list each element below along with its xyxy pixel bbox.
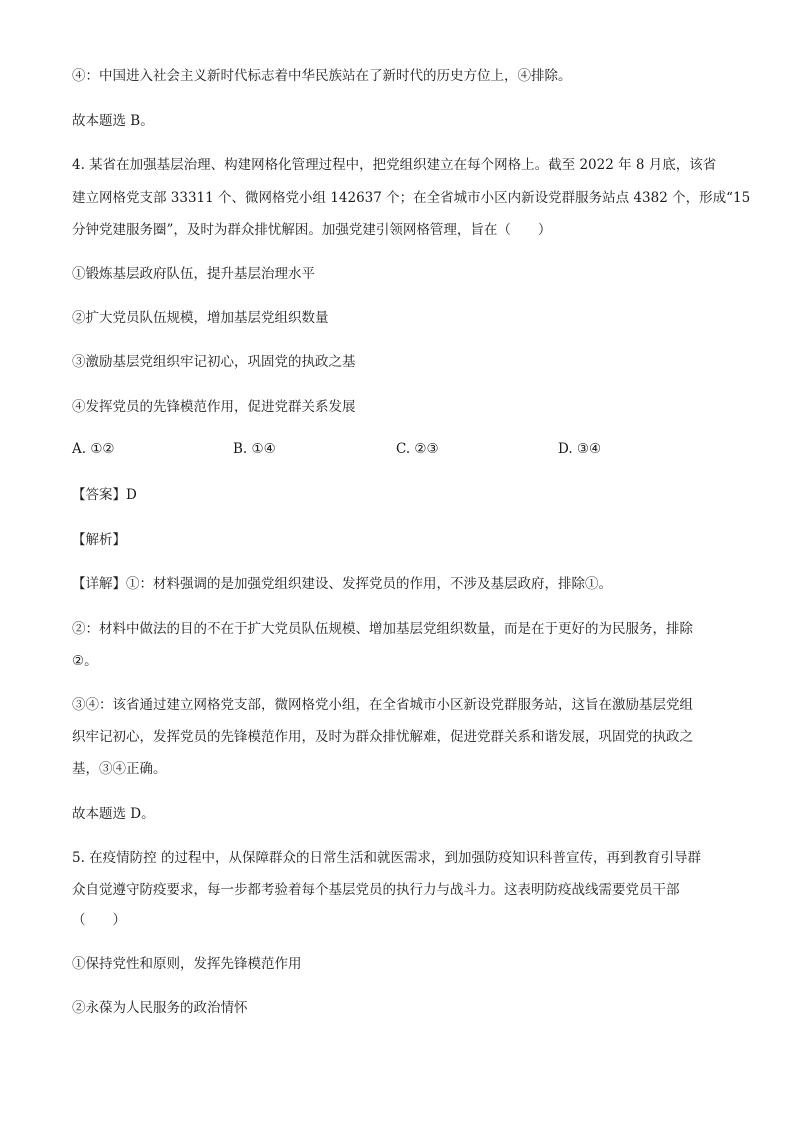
- q4-detail-1: [72, 574, 722, 594]
- q4-detail-2-line1: ②：材料中做法的目的不在于扩大党员队伍规模、增加基层党组织数量，而是在于更好的为民服务，排除: [72, 621, 693, 637]
- q4-stem-line1: 4. 某省在加强基层治理、构建网格化管理过程中，把党组织建立在每个网格上。截至 2022 年 8 月底，该省: [72, 157, 717, 173]
- q4-detail-34-line2: 织牢记初心，发挥党员的先锋模范作用，及时为群众排忧解难，促进党群关系和谐发展，巩固党的执政之: [72, 729, 693, 745]
- q4-stem-line2: 建立网格党支部 33311 个、微网格党小组 142637 个；在全省城市小区内新设党群服务站点 4382 个，形成“15: [72, 190, 751, 206]
- q3-point4: ④：中国进入社会主义新时代标志着中华民族站在了新时代的历史方位上，④排除。: [72, 68, 572, 84]
- q4-detail-34-line3: 基，③④正确。: [72, 761, 167, 777]
- q4-statement-1: ①锻炼基层政府队伍，提升基层治理水平: [72, 266, 315, 282]
- q4-option-a: A. ①②: [72, 441, 115, 457]
- q4-analysis-tag: 【解析】: [72, 532, 126, 548]
- detail-1-text: ①：材料强调的是加强党组织建设、发挥党员的作用，不涉及基层政府，排除①。: [126, 576, 612, 592]
- q4-conclusion: 故本题选 D。: [72, 806, 155, 822]
- q4-answer: [72, 485, 722, 505]
- q5-stem-line1: 5. 在疫情防控 的过程中，从保障群众的日常生活和就医需求，到加强防疫知识科普宣传，再到教育引导群: [72, 850, 701, 866]
- q4-option-b: B. ①④: [233, 441, 276, 457]
- q5-stem-line2: 众自觉遵守防疫要求，每一步都考验着每个基层党员的执行力与战斗力。这表明防疫战线需要党员干部: [72, 882, 680, 898]
- q4-option-c: C. ②③: [396, 441, 439, 457]
- q4-detail-34-line1: ③④：该省通过建立网格党支部，微网格党小组，在全省城市小区新设党群服务站，这旨在激励基层党组: [72, 697, 693, 713]
- q4-statement-3: ③激励基层党组织牢记初心，巩固党的执政之基: [72, 354, 356, 370]
- q5-statement-2: ②永葆为人民服务的政治情怀: [72, 1000, 248, 1016]
- q3-conclusion: 故本题选 B。: [72, 113, 154, 129]
- q4-statement-2: ②扩大党员队伍规模，增加基层党组织数量: [72, 310, 329, 326]
- q5-stem-line3: （ ）: [72, 912, 126, 928]
- answer-value: D: [126, 487, 137, 503]
- q4-detail-2-line2: ②。: [72, 653, 98, 669]
- q4-statement-4: ④发挥党员的先锋模范作用，促进党群关系发展: [72, 399, 356, 415]
- q4-stem-line3: 分钟党建服务圈”，及时为群众排忧解困。加强党建引领网格管理，旨在（ ）: [72, 222, 552, 238]
- detail-tag: 【详解】: [72, 576, 126, 592]
- q4-option-d: D. ③④: [558, 441, 602, 457]
- q5-statement-1: ①保持党性和原则，发挥先锋模范作用: [72, 956, 302, 972]
- answer-tag: 【答案】: [72, 487, 126, 503]
